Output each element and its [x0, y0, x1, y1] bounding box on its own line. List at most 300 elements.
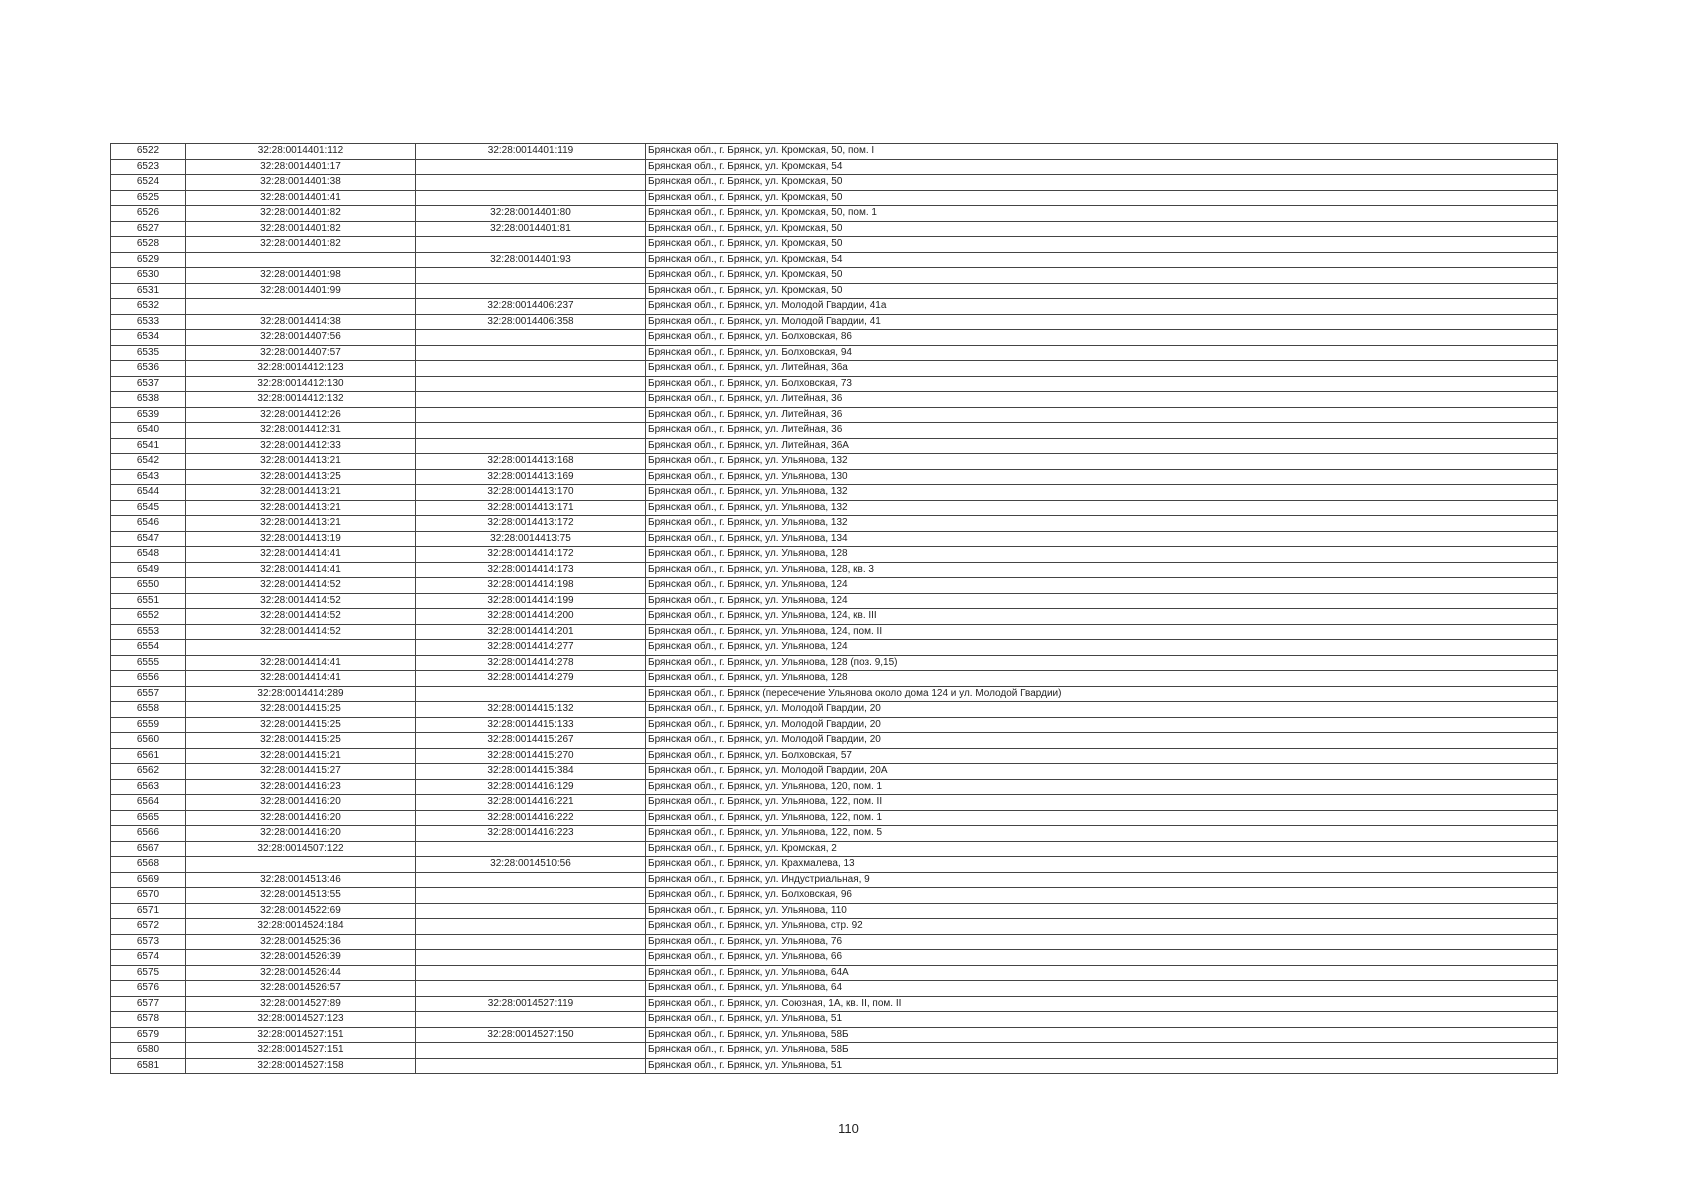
row-number-cell: 6558 [111, 702, 186, 718]
table-row [111, 1012, 1558, 1028]
row-number-cell: 6551 [111, 593, 186, 609]
table-row [111, 283, 1558, 299]
related-cadastral-number-cell: 32:28:0014416:221 [416, 795, 646, 811]
cadastral-number-cell: 32:28:0014413:21 [186, 485, 416, 501]
related-cadastral-number-cell [416, 376, 646, 392]
cadastral-number-cell: 32:28:0014526:57 [186, 981, 416, 997]
cadastral-number-cell: 32:28:0014401:41 [186, 190, 416, 206]
related-cadastral-number-cell: 32:28:0014413:168 [416, 454, 646, 470]
row-number-cell: 6544 [111, 485, 186, 501]
related-cadastral-number-cell: 32:28:0014414:279 [416, 671, 646, 687]
address-cell: Брянская обл., г. Брянск, ул. Литейная, 36а [646, 361, 1558, 377]
cadastral-number-cell: 32:28:0014414:38 [186, 314, 416, 330]
related-cadastral-number-cell: 32:28:0014527:119 [416, 996, 646, 1012]
related-cadastral-number-cell [416, 1058, 646, 1074]
table-row [111, 593, 1558, 609]
row-number-cell: 6547 [111, 531, 186, 547]
table-row [111, 562, 1558, 578]
table-row [111, 1043, 1558, 1059]
address-cell: Брянская обл., г. Брянск, ул. Болховская, 96 [646, 888, 1558, 904]
table-row [111, 686, 1558, 702]
cadastral-number-cell: 32:28:0014414:41 [186, 562, 416, 578]
row-number-cell: 6565 [111, 810, 186, 826]
address-cell: Брянская обл., г. Брянск, ул. Ульянова, стр. 92 [646, 919, 1558, 935]
table-row [111, 609, 1558, 625]
table-row [111, 190, 1558, 206]
related-cadastral-number-cell: 32:28:0014414:277 [416, 640, 646, 656]
related-cadastral-number-cell: 32:28:0014401:80 [416, 206, 646, 222]
address-cell: Брянская обл., г. Брянск, ул. Литейная, 36 [646, 392, 1558, 408]
cadastral-number-cell: 32:28:0014412:130 [186, 376, 416, 392]
cadastral-number-cell: 32:28:0014414:41 [186, 655, 416, 671]
address-cell: Брянская обл., г. Брянск, ул. Союзная, 1А, кв. II, пом. II [646, 996, 1558, 1012]
address-cell: Брянская обл., г. Брянск, ул. Ульянова, 132 [646, 500, 1558, 516]
row-number-cell: 6555 [111, 655, 186, 671]
related-cadastral-number-cell [416, 1043, 646, 1059]
cadastral-number-cell [186, 857, 416, 873]
cadastral-number-cell: 32:28:0014412:31 [186, 423, 416, 439]
table-row [111, 438, 1558, 454]
cadastral-number-cell: 32:28:0014513:46 [186, 872, 416, 888]
address-cell: Брянская обл., г. Брянск, ул. Ульянова, 128 (поз. 9,15) [646, 655, 1558, 671]
related-cadastral-number-cell: 32:28:0014414:173 [416, 562, 646, 578]
related-cadastral-number-cell: 32:28:0014413:75 [416, 531, 646, 547]
row-number-cell: 6525 [111, 190, 186, 206]
related-cadastral-number-cell: 32:28:0014416:222 [416, 810, 646, 826]
cadastral-number-cell: 32:28:0014401:98 [186, 268, 416, 284]
related-cadastral-number-cell [416, 159, 646, 175]
related-cadastral-number-cell [416, 981, 646, 997]
cadastral-number-cell: 32:28:0014401:82 [186, 206, 416, 222]
address-cell: Брянская обл., г. Брянск, ул. Кромская, 50 [646, 237, 1558, 253]
row-number-cell: 6564 [111, 795, 186, 811]
row-number-cell: 6538 [111, 392, 186, 408]
address-cell: Брянская обл., г. Брянск, ул. Ульянова, 110 [646, 903, 1558, 919]
row-number-cell: 6531 [111, 283, 186, 299]
row-number-cell: 6573 [111, 934, 186, 950]
row-number-cell: 6561 [111, 748, 186, 764]
table-row [111, 1027, 1558, 1043]
related-cadastral-number-cell [416, 268, 646, 284]
related-cadastral-number-cell: 32:28:0014415:267 [416, 733, 646, 749]
related-cadastral-number-cell [416, 190, 646, 206]
related-cadastral-number-cell [416, 965, 646, 981]
cadastral-number-cell: 32:28:0014524:184 [186, 919, 416, 935]
cadastral-number-cell: 32:28:0014413:21 [186, 454, 416, 470]
cadastral-number-cell: 32:28:0014414:289 [186, 686, 416, 702]
address-cell: Брянская обл., г. Брянск, ул. Ульянова, 76 [646, 934, 1558, 950]
table-row [111, 144, 1558, 160]
table-row [111, 826, 1558, 842]
address-cell: Брянская обл., г. Брянск, ул. Ульянова, 128, кв. 3 [646, 562, 1558, 578]
related-cadastral-number-cell: 32:28:0014413:172 [416, 516, 646, 532]
table-row [111, 671, 1558, 687]
row-number-cell: 6529 [111, 252, 186, 268]
table-row [111, 531, 1558, 547]
row-number-cell: 6578 [111, 1012, 186, 1028]
related-cadastral-number-cell: 32:28:0014413:169 [416, 469, 646, 485]
address-cell: Брянская обл., г. Брянск, ул. Ульянова, 124 [646, 640, 1558, 656]
table-row [111, 996, 1558, 1012]
related-cadastral-number-cell: 32:28:0014414:201 [416, 624, 646, 640]
table-row [111, 345, 1558, 361]
table-row [111, 206, 1558, 222]
table-row [111, 454, 1558, 470]
cadastral-number-cell: 32:28:0014414:41 [186, 671, 416, 687]
cadastral-number-cell: 32:28:0014527:151 [186, 1027, 416, 1043]
address-cell: Брянская обл., г. Брянск, ул. Ульянова, 124, кв. III [646, 609, 1558, 625]
table-row [111, 314, 1558, 330]
cadastral-number-cell: 32:28:0014415:25 [186, 733, 416, 749]
cadastral-number-cell: 32:28:0014413:25 [186, 469, 416, 485]
address-cell: Брянская обл., г. Брянск, ул. Ульянова, 132 [646, 516, 1558, 532]
related-cadastral-number-cell [416, 950, 646, 966]
address-cell: Брянская обл., г. Брянск, ул. Болховская, 86 [646, 330, 1558, 346]
cadastral-number-cell: 32:28:0014413:21 [186, 516, 416, 532]
address-cell: Брянская обл., г. Брянск, ул. Ульянова, 132 [646, 454, 1558, 470]
row-number-cell: 6524 [111, 175, 186, 191]
row-number-cell: 6548 [111, 547, 186, 563]
row-number-cell: 6540 [111, 423, 186, 439]
cadastral-number-cell [186, 252, 416, 268]
address-cell: Брянская обл., г. Брянск, ул. Ульянова, 130 [646, 469, 1558, 485]
row-number-cell: 6526 [111, 206, 186, 222]
table-row [111, 624, 1558, 640]
table-row [111, 361, 1558, 377]
cadastral-number-cell [186, 640, 416, 656]
cadastral-number-cell: 32:28:0014412:132 [186, 392, 416, 408]
related-cadastral-number-cell [416, 872, 646, 888]
related-cadastral-number-cell [416, 903, 646, 919]
cadastral-number-cell: 32:28:0014412:123 [186, 361, 416, 377]
table-row [111, 919, 1558, 935]
cadastral-number-cell: 32:28:0014414:52 [186, 624, 416, 640]
cadastral-number-cell: 32:28:0014414:52 [186, 609, 416, 625]
related-cadastral-number-cell: 32:28:0014416:129 [416, 779, 646, 795]
row-number-cell: 6575 [111, 965, 186, 981]
related-cadastral-number-cell [416, 1012, 646, 1028]
table-row [111, 299, 1558, 315]
table-row [111, 733, 1558, 749]
address-cell: Брянская обл., г. Брянск, ул. Ульянова, 66 [646, 950, 1558, 966]
cadastral-number-cell: 32:28:0014416:20 [186, 826, 416, 842]
row-number-cell: 6554 [111, 640, 186, 656]
related-cadastral-number-cell: 32:28:0014527:150 [416, 1027, 646, 1043]
address-cell: Брянская обл., г. Брянск, ул. Литейная, 36А [646, 438, 1558, 454]
row-number-cell: 6527 [111, 221, 186, 237]
row-number-cell: 6546 [111, 516, 186, 532]
related-cadastral-number-cell [416, 283, 646, 299]
row-number-cell: 6549 [111, 562, 186, 578]
address-cell: Брянская обл., г. Брянск, ул. Молодой Гвардии, 20 [646, 717, 1558, 733]
cadastral-number-cell: 32:28:0014526:44 [186, 965, 416, 981]
row-number-cell: 6543 [111, 469, 186, 485]
cadastral-number-cell: 32:28:0014527:89 [186, 996, 416, 1012]
row-number-cell: 6541 [111, 438, 186, 454]
related-cadastral-number-cell: 32:28:0014401:93 [416, 252, 646, 268]
cadastral-number-cell [186, 299, 416, 315]
address-cell: Брянская обл., г. Брянск, ул. Ульянова, 51 [646, 1058, 1558, 1074]
related-cadastral-number-cell [416, 841, 646, 857]
address-cell: Брянская обл., г. Брянск, ул. Кромская, 50, пом. 1 [646, 206, 1558, 222]
row-number-cell: 6559 [111, 717, 186, 733]
related-cadastral-number-cell: 32:28:0014414:172 [416, 547, 646, 563]
row-number-cell: 6562 [111, 764, 186, 780]
row-number-cell: 6579 [111, 1027, 186, 1043]
table-row [111, 717, 1558, 733]
table-row [111, 810, 1558, 826]
row-number-cell: 6532 [111, 299, 186, 315]
cadastral-number-cell: 32:28:0014401:82 [186, 237, 416, 253]
row-number-cell: 6580 [111, 1043, 186, 1059]
related-cadastral-number-cell [416, 330, 646, 346]
page-number: 110 [838, 1121, 859, 1136]
address-cell: Брянская обл., г. Брянск (пересечение Ульянова около дома 124 и ул. Молодой Гвардии) [646, 686, 1558, 702]
cadastral-number-cell: 32:28:0014401:17 [186, 159, 416, 175]
related-cadastral-number-cell: 32:28:0014406:358 [416, 314, 646, 330]
cadastral-number-cell: 32:28:0014414:52 [186, 593, 416, 609]
related-cadastral-number-cell [416, 438, 646, 454]
related-cadastral-number-cell [416, 345, 646, 361]
table-row [111, 268, 1558, 284]
cadastral-number-cell: 32:28:0014527:123 [186, 1012, 416, 1028]
related-cadastral-number-cell: 32:28:0014413:170 [416, 485, 646, 501]
cadastral-number-cell: 32:28:0014416:20 [186, 795, 416, 811]
related-cadastral-number-cell: 32:28:0014510:56 [416, 857, 646, 873]
address-cell: Брянская обл., г. Брянск, ул. Болховская, 94 [646, 345, 1558, 361]
address-cell: Брянская обл., г. Брянск, ул. Кромская, 50, пом. I [646, 144, 1558, 160]
cadastral-number-cell: 32:28:0014413:21 [186, 500, 416, 516]
table-row [111, 159, 1558, 175]
cadastral-number-cell: 32:28:0014525:36 [186, 934, 416, 950]
address-cell: Брянская обл., г. Брянск, ул. Ульянова, 128 [646, 671, 1558, 687]
address-cell: Брянская обл., г. Брянск, ул. Ульянова, 124 [646, 593, 1558, 609]
related-cadastral-number-cell: 32:28:0014401:119 [416, 144, 646, 160]
related-cadastral-number-cell: 32:28:0014414:199 [416, 593, 646, 609]
table-row [111, 779, 1558, 795]
cadastral-number-cell: 32:28:0014414:52 [186, 578, 416, 594]
cadastral-number-cell: 32:28:0014415:25 [186, 717, 416, 733]
cadastral-number-cell: 32:28:0014401:82 [186, 221, 416, 237]
row-number-cell: 6552 [111, 609, 186, 625]
cadastral-number-cell: 32:28:0014522:69 [186, 903, 416, 919]
table-row [111, 857, 1558, 873]
address-cell: Брянская обл., г. Брянск, ул. Болховская, 57 [646, 748, 1558, 764]
table-row [111, 764, 1558, 780]
cadastral-number-cell: 32:28:0014401:38 [186, 175, 416, 191]
address-cell: Брянская обл., г. Брянск, ул. Кромская, 54 [646, 252, 1558, 268]
cadastral-number-cell: 32:28:0014401:112 [186, 144, 416, 160]
row-number-cell: 6533 [111, 314, 186, 330]
address-cell: Брянская обл., г. Брянск, ул. Кромская, 2 [646, 841, 1558, 857]
related-cadastral-number-cell: 32:28:0014413:171 [416, 500, 646, 516]
address-cell: Брянская обл., г. Брянск, ул. Ульянова, 122, пом. II [646, 795, 1558, 811]
row-number-cell: 6528 [111, 237, 186, 253]
related-cadastral-number-cell: 32:28:0014415:132 [416, 702, 646, 718]
address-cell: Брянская обл., г. Брянск, ул. Ульянова, 124 [646, 578, 1558, 594]
cadastral-number-cell: 32:28:0014413:19 [186, 531, 416, 547]
address-cell: Брянская обл., г. Брянск, ул. Ульянова, 128 [646, 547, 1558, 563]
row-number-cell: 6571 [111, 903, 186, 919]
table-row [111, 392, 1558, 408]
address-cell: Брянская обл., г. Брянск, ул. Ульянова, 58Б [646, 1043, 1558, 1059]
row-number-cell: 6568 [111, 857, 186, 873]
address-cell: Брянская обл., г. Брянск, ул. Кромская, 50 [646, 268, 1558, 284]
row-number-cell: 6523 [111, 159, 186, 175]
table-row [111, 903, 1558, 919]
row-number-cell: 6576 [111, 981, 186, 997]
row-number-cell: 6569 [111, 872, 186, 888]
cadastral-number-cell: 32:28:0014415:21 [186, 748, 416, 764]
related-cadastral-number-cell [416, 934, 646, 950]
related-cadastral-number-cell [416, 686, 646, 702]
row-number-cell: 6545 [111, 500, 186, 516]
row-number-cell: 6577 [111, 996, 186, 1012]
table-row [111, 423, 1558, 439]
table-row [111, 252, 1558, 268]
table-row [111, 655, 1558, 671]
address-cell: Брянская обл., г. Брянск, ул. Ульянова, 122, пом. 1 [646, 810, 1558, 826]
address-cell: Брянская обл., г. Брянск, ул. Молодой Гвардии, 41а [646, 299, 1558, 315]
address-cell: Брянская обл., г. Брянск, ул. Ульянова, 120, пом. 1 [646, 779, 1558, 795]
row-number-cell: 6581 [111, 1058, 186, 1074]
address-cell: Брянская обл., г. Брянск, ул. Молодой Гвардии, 41 [646, 314, 1558, 330]
address-cell: Брянская обл., г. Брянск, ул. Ульянова, 58Б [646, 1027, 1558, 1043]
related-cadastral-number-cell: 32:28:0014414:278 [416, 655, 646, 671]
related-cadastral-number-cell [416, 392, 646, 408]
address-cell: Брянская обл., г. Брянск, ул. Литейная, 36 [646, 423, 1558, 439]
related-cadastral-number-cell: 32:28:0014416:223 [416, 826, 646, 842]
table-row [111, 500, 1558, 516]
table-row [111, 981, 1558, 997]
table-row [111, 965, 1558, 981]
related-cadastral-number-cell: 32:28:0014401:81 [416, 221, 646, 237]
related-cadastral-number-cell: 32:28:0014415:133 [416, 717, 646, 733]
row-number-cell: 6550 [111, 578, 186, 594]
table-row [111, 841, 1558, 857]
cadastral-number-cell: 32:28:0014414:41 [186, 547, 416, 563]
related-cadastral-number-cell [416, 888, 646, 904]
cadastral-number-cell: 32:28:0014415:27 [186, 764, 416, 780]
table-row [111, 547, 1558, 563]
related-cadastral-number-cell [416, 919, 646, 935]
related-cadastral-number-cell [416, 175, 646, 191]
table-row [111, 934, 1558, 950]
related-cadastral-number-cell [416, 361, 646, 377]
registry-table-body [111, 144, 1558, 1074]
address-cell: Брянская обл., г. Брянск, ул. Кромская, 50 [646, 283, 1558, 299]
address-cell: Брянская обл., г. Брянск, ул. Кромская, 50 [646, 175, 1558, 191]
table-row [111, 175, 1558, 191]
address-cell: Брянская обл., г. Брянск, ул. Молодой Гвардии, 20 [646, 702, 1558, 718]
cadastral-number-cell: 32:28:0014513:55 [186, 888, 416, 904]
table-row [111, 640, 1558, 656]
table-row [111, 872, 1558, 888]
row-number-cell: 6534 [111, 330, 186, 346]
registry-table [110, 143, 1558, 1074]
table-row [111, 748, 1558, 764]
address-cell: Брянская обл., г. Брянск, ул. Ульянова, 122, пом. 5 [646, 826, 1558, 842]
table-row [111, 516, 1558, 532]
address-cell: Брянская обл., г. Брянск, ул. Молодой Гвардии, 20А [646, 764, 1558, 780]
table-row [111, 469, 1558, 485]
related-cadastral-number-cell [416, 237, 646, 253]
table-row [111, 221, 1558, 237]
row-number-cell: 6542 [111, 454, 186, 470]
row-number-cell: 6536 [111, 361, 186, 377]
table-row [111, 330, 1558, 346]
table-row [111, 888, 1558, 904]
address-cell: Брянская обл., г. Брянск, ул. Болховская, 73 [646, 376, 1558, 392]
address-cell: Брянская обл., г. Брянск, ул. Ульянова, 132 [646, 485, 1558, 501]
address-cell: Брянская обл., г. Брянск, ул. Кромская, 54 [646, 159, 1558, 175]
related-cadastral-number-cell: 32:28:0014414:198 [416, 578, 646, 594]
row-number-cell: 6530 [111, 268, 186, 284]
address-cell: Брянская обл., г. Брянск, ул. Ульянова, 64А [646, 965, 1558, 981]
row-number-cell: 6566 [111, 826, 186, 842]
cadastral-number-cell: 32:28:0014507:122 [186, 841, 416, 857]
row-number-cell: 6557 [111, 686, 186, 702]
row-number-cell: 6522 [111, 144, 186, 160]
related-cadastral-number-cell: 32:28:0014415:270 [416, 748, 646, 764]
related-cadastral-number-cell: 32:28:0014414:200 [416, 609, 646, 625]
row-number-cell: 6572 [111, 919, 186, 935]
related-cadastral-number-cell [416, 423, 646, 439]
table-row [111, 407, 1558, 423]
row-number-cell: 6556 [111, 671, 186, 687]
cadastral-number-cell: 32:28:0014527:151 [186, 1043, 416, 1059]
cadastral-number-cell: 32:28:0014526:39 [186, 950, 416, 966]
row-number-cell: 6574 [111, 950, 186, 966]
cadastral-number-cell: 32:28:0014407:56 [186, 330, 416, 346]
cadastral-number-cell: 32:28:0014407:57 [186, 345, 416, 361]
row-number-cell: 6553 [111, 624, 186, 640]
table-row [111, 1058, 1558, 1074]
address-cell: Брянская обл., г. Брянск, ул. Ульянова, 64 [646, 981, 1558, 997]
table-row [111, 795, 1558, 811]
cadastral-number-cell: 32:28:0014415:25 [186, 702, 416, 718]
address-cell: Брянская обл., г. Брянск, ул. Ульянова, 124, пом. II [646, 624, 1558, 640]
address-cell: Брянская обл., г. Брянск, ул. Молодой Гвардии, 20 [646, 733, 1558, 749]
related-cadastral-number-cell: 32:28:0014406:237 [416, 299, 646, 315]
row-number-cell: 6567 [111, 841, 186, 857]
address-cell: Брянская обл., г. Брянск, ул. Крахмалева, 13 [646, 857, 1558, 873]
table-row [111, 950, 1558, 966]
row-number-cell: 6539 [111, 407, 186, 423]
row-number-cell: 6563 [111, 779, 186, 795]
address-cell: Брянская обл., г. Брянск, ул. Ульянова, 134 [646, 531, 1558, 547]
cadastral-number-cell: 32:28:0014416:20 [186, 810, 416, 826]
related-cadastral-number-cell [416, 407, 646, 423]
row-number-cell: 6570 [111, 888, 186, 904]
cadastral-number-cell: 32:28:0014412:26 [186, 407, 416, 423]
cadastral-number-cell: 32:28:0014527:158 [186, 1058, 416, 1074]
table-row [111, 237, 1558, 253]
cadastral-number-cell: 32:28:0014412:33 [186, 438, 416, 454]
table-row [111, 578, 1558, 594]
address-cell: Брянская обл., г. Брянск, ул. Литейная, 36 [646, 407, 1558, 423]
row-number-cell: 6535 [111, 345, 186, 361]
cadastral-number-cell: 32:28:0014416:23 [186, 779, 416, 795]
address-cell: Брянская обл., г. Брянск, ул. Кромская, 50 [646, 221, 1558, 237]
table-row [111, 702, 1558, 718]
row-number-cell: 6537 [111, 376, 186, 392]
address-cell: Брянская обл., г. Брянск, ул. Ульянова, 51 [646, 1012, 1558, 1028]
row-number-cell: 6560 [111, 733, 186, 749]
related-cadastral-number-cell: 32:28:0014415:384 [416, 764, 646, 780]
address-cell: Брянская обл., г. Брянск, ул. Кромская, 50 [646, 190, 1558, 206]
table-row [111, 485, 1558, 501]
